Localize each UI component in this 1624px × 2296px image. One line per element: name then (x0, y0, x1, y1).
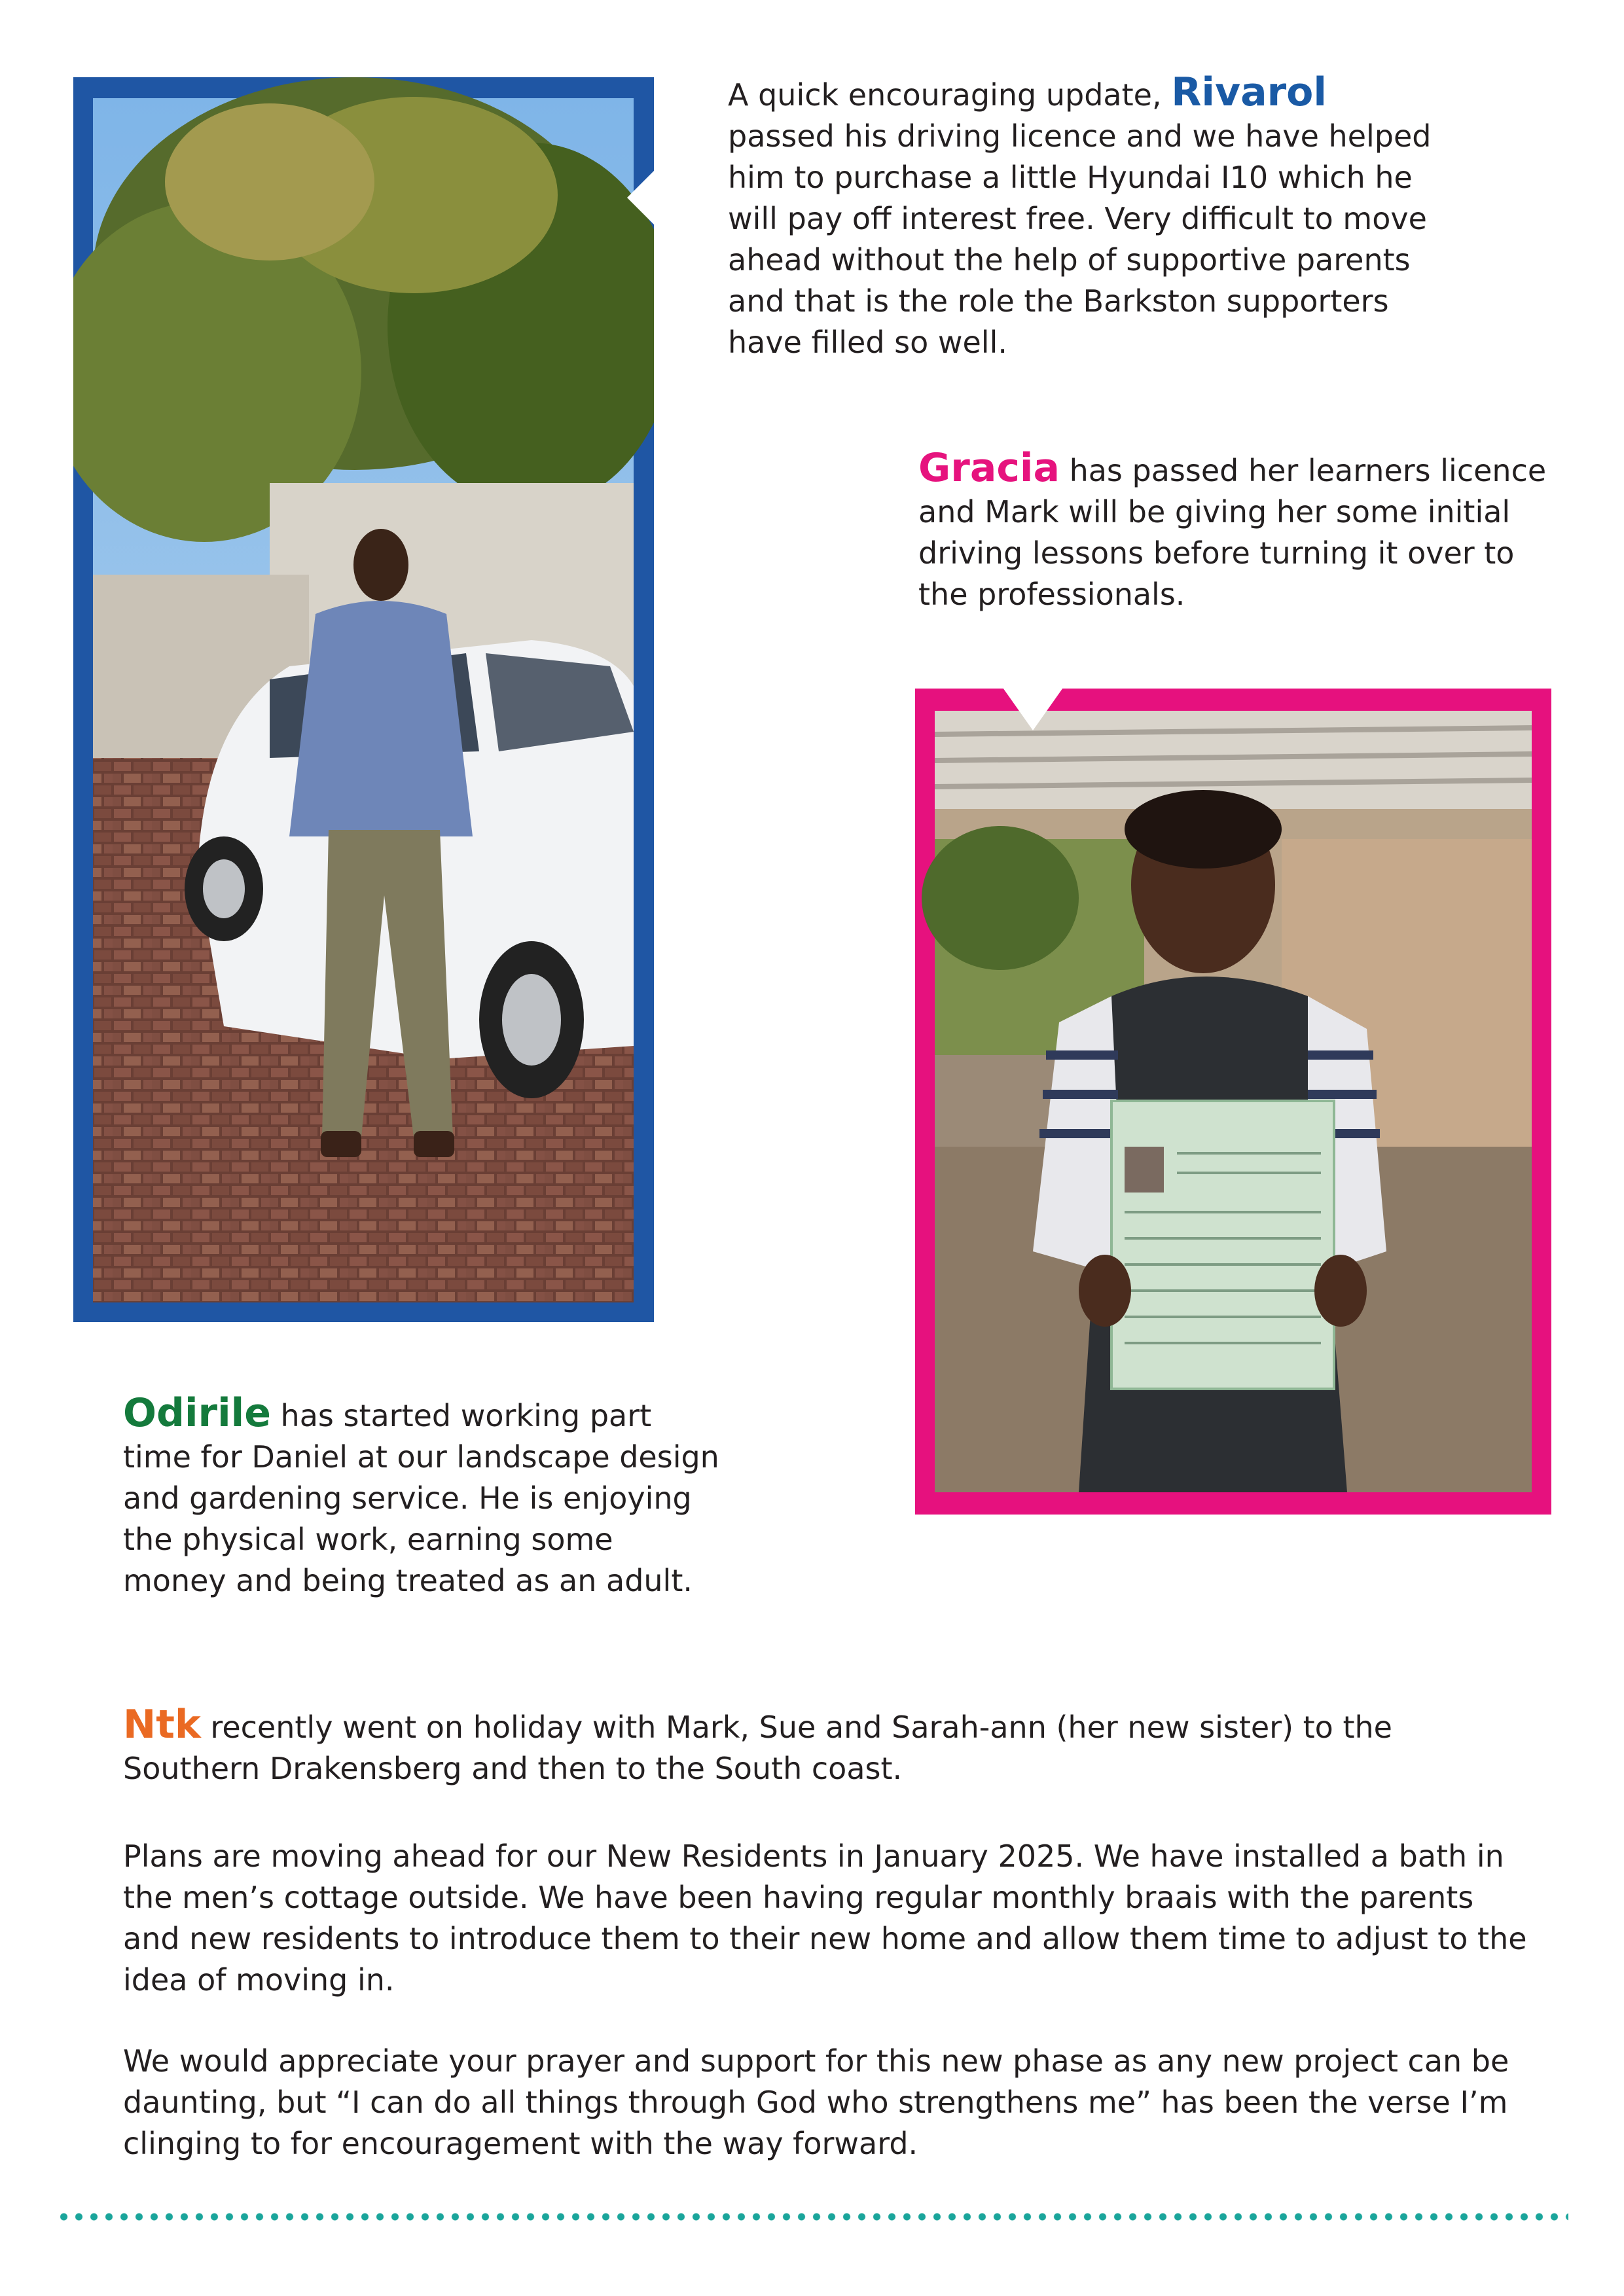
plans-paragraph: Plans are moving ahead for our New Residents in January 2025. We have installed a bath in the men’s cottage outside. We have been having regular monthly braais with the parents and new residents to introduce them to their new home and allow them time to adjust to the idea of moving in. (123, 1839, 1527, 1998)
dotted-divider (56, 2212, 1568, 2221)
prayer-paragraph: We would appreciate your prayer and support for this new phase as any new project can be daunting, but “I can do all things through God who strengthens me” has been the verse I’m clinging to for encouragement with the way forward. (123, 2043, 1509, 2161)
ntk-paragraph (123, 1704, 1530, 1789)
blue-frame-notch (627, 169, 656, 226)
gracia-licence-photo (915, 689, 1551, 1515)
pink-frame-notch (1001, 686, 1064, 730)
rivarol-car-photo (73, 77, 654, 1322)
rivarol-body: passed his driving licence and we have helped him to purchase a little Hyundai I10 which he will pay off interest free. Very difficult to move ahead without the help of supportive parents and that is the role the Barkston supporters have filled so well. (728, 118, 1432, 360)
ntk-body: recently went on holiday with Mark, Sue and Sarah-ann (her new sister) to the Southern Drakensberg and then to the South coast. (123, 1710, 1392, 1786)
rivarol-photo-frame (73, 77, 654, 1322)
rivarol-name: Rivarol (1171, 69, 1327, 115)
rivarol-paragraph (728, 69, 1441, 363)
gracia-paragraph (918, 445, 1547, 615)
rivarol-intro: A quick encouraging update, (728, 77, 1172, 113)
gracia-name: Gracia (918, 445, 1060, 491)
odirile-name: Odirile (123, 1390, 271, 1436)
gracia-body: has passed her learners licence and Mark will be giving her some initial driving lessons before turning it over to the professionals. (918, 453, 1547, 612)
gracia-photo-frame (915, 689, 1551, 1515)
ntk-name: Ntk (123, 1702, 201, 1748)
odirile-body: has started working part time for Daniel at our landscape design and gardening service. He is enjoying the physical work, earning some money and being treated as an adult. (123, 1398, 719, 1598)
odirile-paragraph (123, 1390, 725, 1602)
